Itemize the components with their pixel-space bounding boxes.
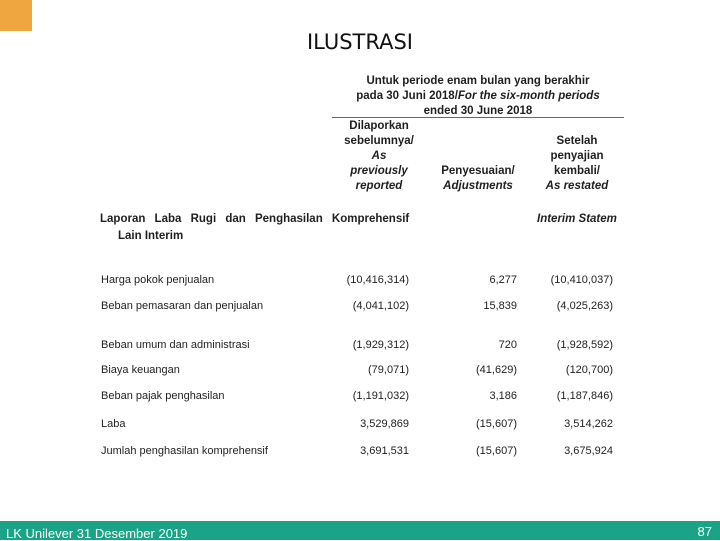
footer-bar — [0, 521, 720, 540]
column-header-line: kembali/ — [553, 165, 601, 177]
row-label: Beban pemasaran dan penjualan — [101, 300, 264, 312]
column-header-line: Dilaporkan — [349, 120, 409, 132]
column-header-line: penyajian — [550, 150, 604, 162]
column-header-line: As restated — [545, 180, 609, 192]
column-header-line: reported — [355, 180, 403, 192]
table-row — [0, 300, 720, 316]
value-reported: 3,529,869 — [360, 418, 409, 430]
column-header-line: sebelumnya/ — [344, 135, 414, 147]
value-restated: (120,700) — [565, 364, 613, 376]
value-adjustment: 6,277 — [489, 274, 517, 286]
value-adjustment: 15,839 — [483, 300, 517, 312]
corner-accent-block — [0, 0, 32, 31]
value-reported: (1,929,312) — [352, 339, 409, 351]
section-subtitle: Lain Interim — [118, 230, 184, 242]
column-header-line: Setelah — [556, 135, 598, 147]
row-label: Laba — [101, 418, 126, 430]
value-reported: (4,041,102) — [352, 300, 409, 312]
value-restated: (1,187,846) — [556, 390, 613, 402]
period-header-rule — [332, 117, 624, 118]
value-adjustment: 720 — [498, 339, 517, 351]
value-restated: 3,675,924 — [564, 445, 613, 457]
column-header-restated — [533, 134, 621, 194]
column-header-line: Adjustments — [443, 180, 513, 192]
period-header-line2-bold: pada 30 Juni 2018/ — [356, 90, 458, 102]
row-label: Jumlah penghasilan komprehensif — [101, 445, 268, 457]
column-header-reported — [333, 119, 425, 194]
column-header-line: As — [371, 150, 387, 162]
table-row — [0, 339, 720, 355]
value-restated: 3,514,262 — [564, 418, 613, 430]
footer-source: LK Unilever 31 Desember 2019 — [6, 526, 188, 541]
period-header-line2-italic: For the six-month periods — [457, 90, 600, 102]
table-row — [0, 390, 720, 406]
row-label: Harga pokok penjualan — [101, 274, 215, 286]
value-reported: (1,191,032) — [352, 390, 409, 402]
column-header-line: previously — [350, 165, 408, 177]
value-restated: (10,410,037) — [550, 274, 613, 286]
value-reported: (79,071) — [368, 364, 409, 376]
section-title: Laporan Laba Rugi dan Penghasilan Komprehensif — [100, 213, 410, 225]
table-row — [0, 445, 720, 461]
page-number: 87 — [697, 524, 712, 539]
value-restated: (4,025,263) — [556, 300, 613, 312]
row-label: Biaya keuangan — [101, 364, 180, 376]
row-label: Beban umum dan administrasi — [101, 339, 250, 351]
value-adjustment: 3,186 — [489, 390, 517, 402]
page-title: ILUSTRASI — [306, 30, 413, 54]
table-row — [0, 418, 720, 434]
value-reported: 3,691,531 — [360, 445, 409, 457]
period-header-line2 — [332, 89, 624, 104]
period-header-line3: ended 30 June 2018 — [423, 105, 533, 117]
column-header-adjustment — [430, 164, 526, 194]
period-header — [332, 74, 624, 119]
table-row — [0, 274, 720, 290]
column-header-line: Penyesuaian/ — [441, 165, 515, 177]
table-row — [0, 364, 720, 380]
value-adjustment: (41,629) — [476, 364, 517, 376]
value-reported: (10,416,314) — [346, 274, 409, 286]
section-english-title: Interim Statem — [537, 213, 617, 225]
period-header-line1: Untuk periode enam bulan yang berakhir — [366, 75, 590, 87]
row-label: Beban pajak penghasilan — [101, 390, 225, 402]
value-adjustment: (15,607) — [476, 445, 517, 457]
value-adjustment: (15,607) — [476, 418, 517, 430]
value-restated: (1,928,592) — [556, 339, 613, 351]
